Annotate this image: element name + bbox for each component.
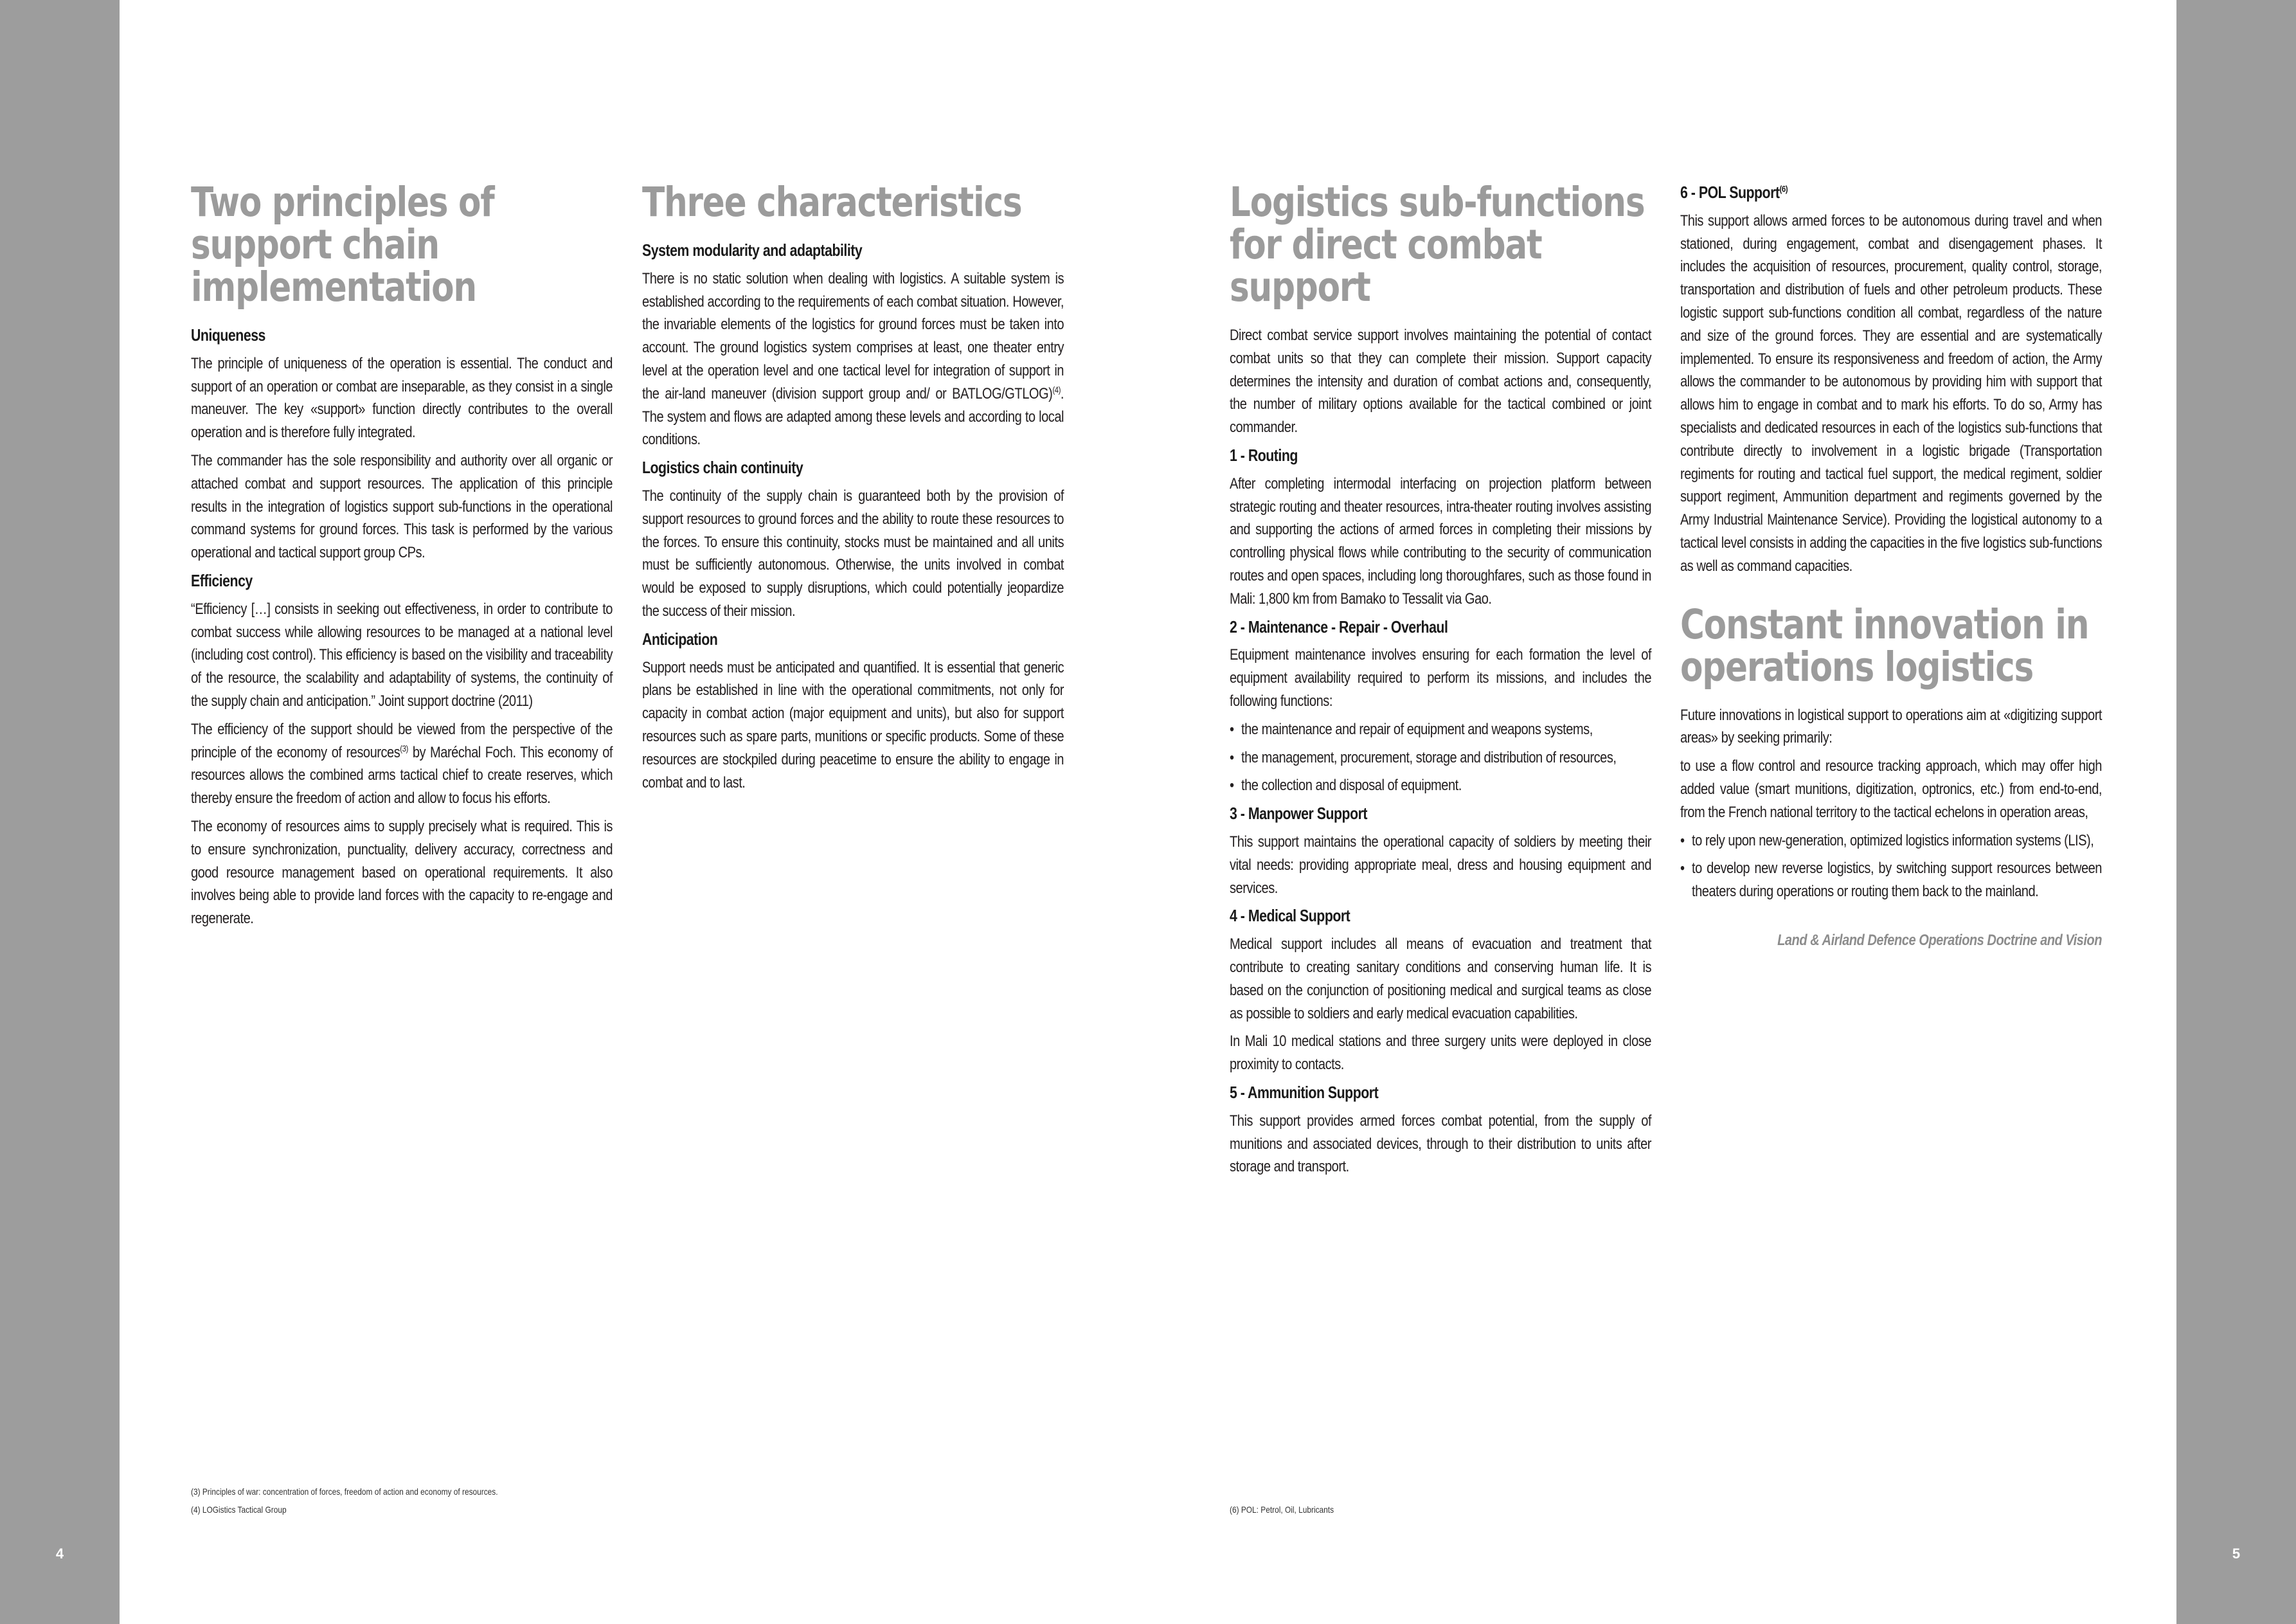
text-span: by Maréchal Foch. This economy of resources allows the combined arms tactical chief to create reserves, which thereby ensure the freedom of action and allow to focus his efforts.: [191, 743, 613, 807]
paragraph: The economy of resources aims to supply precisely what is required. This is to ensure synchronization, punctuality, delivery accuracy, correctness and good resource management based on operational requirements. It also involves being able to provide land forces with the capacity to re-engage and regenerate.: [191, 817, 613, 928]
heading-maintenance: 2 - Maintenance - Repair - Overhaul: [1230, 617, 1448, 636]
page-number-right: 5: [2232, 1546, 2241, 1562]
paragraph: The principle of uniqueness of the operation is essential. The conduct and support of an operation or combat are inseparable, as they consist in a single maneuver. The key «support» function directly contributes to the overall operation and is therefore fully integrated.: [191, 354, 613, 442]
paragraph: to use a flow control and resource tracking approach, which may offer high added value (smart munitions, digitization, optronics, etc.) from end-to-end, from the French national territory to the tactical echelons in operation areas,: [1680, 757, 2102, 821]
column-pol-innovation: [1680, 181, 2194, 952]
paragraph: This support maintains the operational capacity of soldiers by meeting their vital needs: providing appropriate meal, dress and housing equipment and services.: [1230, 833, 1651, 897]
signature: Land & Airland Defence Operations Doctrine and Vision: [1777, 931, 2102, 949]
paragraph: After completing intermodal interfacing on projection platform between strategic routing and theater resources, intra-theater routing involves assisting and supporting the actions of armed forces in completing their missions by controlling physical flows while contributing to the security of communication routes and open spaces, including long thoroughfares, such as those found in Mali: 1,800 km from Bamako to Tessalit via Gao.: [1230, 474, 1651, 608]
footnote-6: (6) POL: Petrol, Oil, Lubricants: [1230, 1504, 1334, 1515]
paragraph: Direct combat service support involves maintaining the potential of contact combat units so that they can complete their mission. Support capacity determines the intensity and duration of combat actions and, consequently, the number of military options available for the tactical combined or joint commander.: [1230, 327, 1651, 437]
paragraph: Medical support includes all means of evacuation and treatment that contribute to creating sanitary conditions and conserving human life. It is based on the conjunction of positioning medical and surgical teams as close as possible to soldiers and early medical evacuation capabilities.: [1230, 935, 1651, 1022]
section-title-characteristics: Three characteristics: [642, 179, 1022, 226]
heading-continuity: Logistics chain continuity: [642, 458, 803, 478]
list-item: • the maintenance and repair of equipment and weapons systems,: [1230, 718, 1651, 741]
heading-ammunition: 5 - Ammunition Support: [1230, 1082, 1379, 1102]
left-margin-bar: [0, 0, 120, 1624]
innovation-list: [1680, 829, 2102, 903]
heading-medical: 4 - Medical Support: [1230, 906, 1350, 926]
heading-modularity: System modularity and adaptability: [642, 240, 863, 260]
footnote-ref: (3): [400, 743, 408, 753]
maintenance-list: [1230, 718, 1651, 797]
paragraph: The continuity of the supply chain is guaranteed both by the provision of support resources to ground forces and the ability to route these resources to the forces. To ensure this continuity, stocks must be maintained and all units must be sufficiently autonomous. Otherwise, the units involved in combat would be exposed to supply disruptions, which could potentially jeopardize the success of their mission.: [642, 487, 1064, 620]
heading-manpower: 3 - Manpower Support: [1230, 804, 1368, 824]
list-item: • the collection and disposal of equipment.: [1230, 774, 1651, 797]
heading-anticipation: Anticipation: [642, 629, 718, 649]
column-characteristics: [642, 181, 1156, 799]
list-item: • to develop new reverse logistics, by switching support resources between theaters during operations or routing them back to the mainland.: [1680, 857, 2102, 903]
column-principles: [191, 181, 705, 935]
paragraph: This support provides armed forces combat potential, from the supply of munitions and associated devices, through to their distribution to units after storage and transport.: [1230, 1112, 1651, 1176]
paragraph: This support allows armed forces to be autonomous during travel and when stationed, during engagement, combat and disengagement phases. It includes the acquisition of resources, procurement, quality control, storage, transportation and distribution of fuels and other petroleum products. These logistic support sub-functions condition all combat, regardless of the nature and size of the ground forces. They are essential and are systematically implemented. To ensure its responsiveness and freedom of action, the Army allows the commander to be autonomous by providing him with support that allows him to engage in combat and to mark his efforts. To do so, Army has specialists and dedicated resources in each of the logistics sub-functions that contribute directly to involvement in a logistic brigade (Transportation regiments for routing and tactical fuel support, the medical regiment, soldier support regiment, Ammunition department and regiments governed by the Army Industrial Maintenance Service). Providing the logistical autonomy to a tactical level consists in adding the capacities in the five logistics sub-functions as well as command capacities.: [1680, 212, 2102, 575]
footnote-ref: (6): [1779, 183, 1788, 194]
text-span: There is no static solution when dealing with logistics. A suitable system is established according to the requirements of each combat situation. However, the invariable elements of the logistics for ground forces must be taken into account. The ground logistics system comprises at least, one theater entry level at the operation level and one tactical level for integration of support in the air-land maneuver (division support group and/ or BATLOG/GTLOG): [642, 269, 1064, 402]
paragraph: [642, 267, 1064, 451]
paragraph: [191, 718, 613, 810]
footnote-4: (4) LOGistics Tactical Group: [191, 1504, 287, 1515]
page-number-left: 4: [55, 1546, 64, 1562]
column-subfunctions: [1230, 181, 1744, 1184]
section-title-principles: Two principles of support chain implementation: [191, 179, 494, 311]
list-item: • the management, procurement, storage and distribution of resources,: [1230, 746, 1651, 770]
text-span: 6 - POL Support: [1680, 183, 1780, 202]
footnote-ref: (4): [1052, 384, 1061, 395]
heading-uniqueness: Uniqueness: [191, 325, 265, 345]
heading-efficiency: Efficiency: [191, 570, 253, 590]
heading-routing: 1 - Routing: [1230, 445, 1298, 465]
text-span: . The system and flows are adapted among these levels and according to local conditions.: [642, 384, 1064, 449]
paragraph: Future innovations in logistical support to operations aim at «digitizing support areas» by seeking primarily:: [1680, 706, 2102, 747]
section-title-innovation: Constant innovation in operations logistics: [1680, 600, 2089, 690]
paragraph: Support needs must be anticipated and quantified. It is essential that generic plans be established in line with the operational commitments, not only for capacity in combat action (major equipment and units), but also for support resources such as spare parts, munitions or specific products. Some of these resources are stockpiled during peacetime to ensure the ability to engage in combat and to last.: [642, 658, 1064, 791]
paragraph: “Efficiency […] consists in seeking out effectiveness, in order to contribute to combat success while allowing resources to be managed at a national level (including cost control). This efficiency is based on the visibility and traceability of the resource, the scalability and adaptability of systems, the continuity of the supply chain and anticipation.” Joint support doctrine (2011): [191, 600, 613, 710]
heading-pol: [1680, 181, 2102, 204]
text-span: The efficiency of the support should be viewed from the perspective of the principle of the economy of resources: [191, 720, 613, 761]
paragraph: Equipment maintenance involves ensuring for each formation the level of equipment availability required to perform its missions, and includes the following functions:: [1230, 646, 1651, 710]
list-item: • to rely upon new-generation, optimized logistics information systems (LIS),: [1680, 829, 2102, 853]
paragraph: The commander has the sole responsibility and authority over all organic or attached combat and support resources. The application of this principle results in the integration of logistics support sub-functions in the operational command systems for ground forces. This task is performed by the various operational and tactical support group CPs.: [191, 451, 613, 562]
section-title-subfunctions: Logistics sub-functions for direct combat support: [1230, 179, 1645, 311]
footnote-3: (3) Principles of war: concentration of forces, freedom of action and economy of resources.: [191, 1486, 498, 1497]
paragraph: In Mali 10 medical stations and three surgery units were deployed in close proximity to contacts.: [1230, 1033, 1651, 1074]
